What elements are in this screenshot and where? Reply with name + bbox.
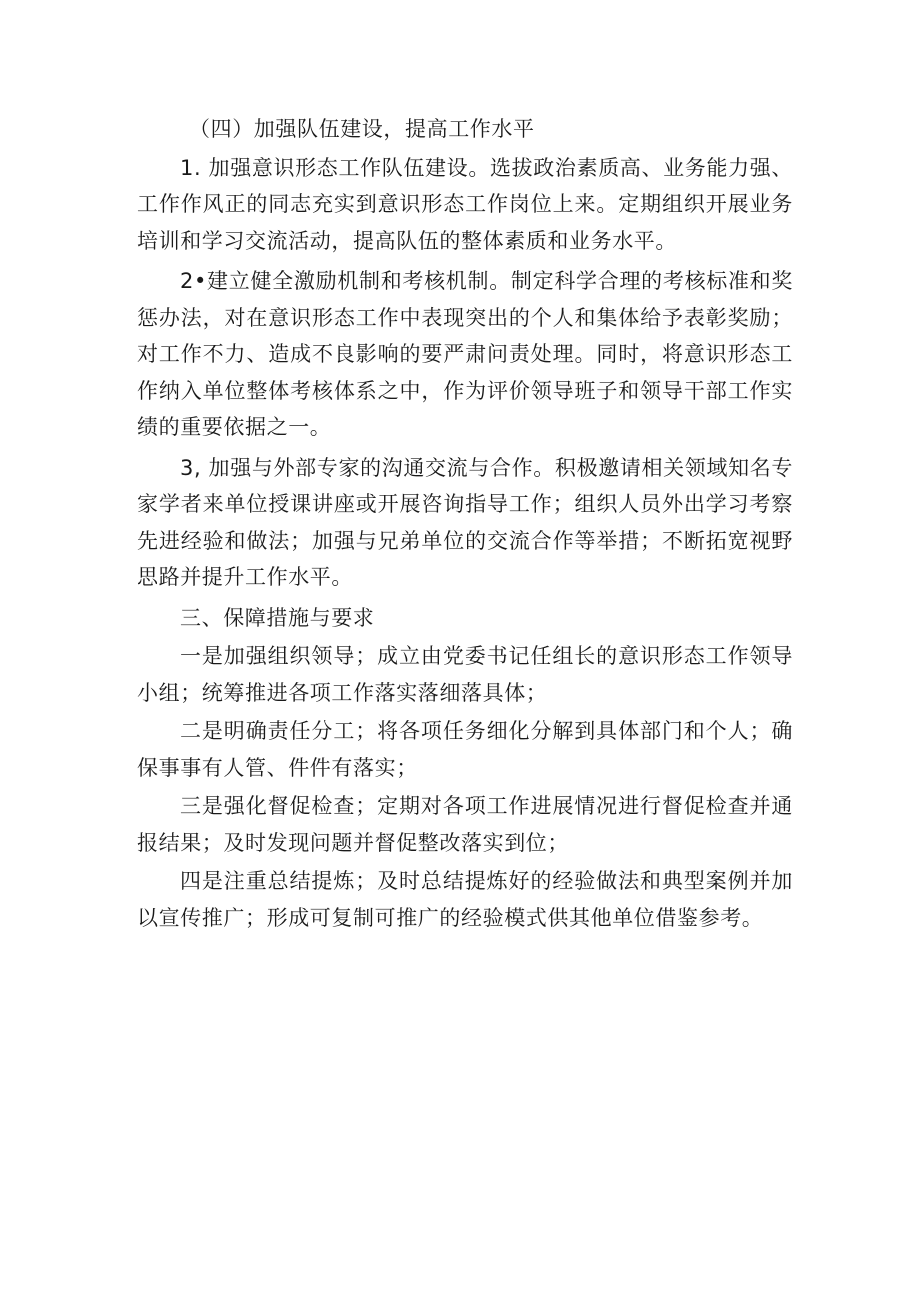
paragraph-2: 2•建立健全激励机制和考核机制。制定科学合理的考核标准和奖惩办法，对在意识形态工作中表现突出的个人和集体给予表彰奖励；对工作不力、造成不良影响的要严肃问责处理。同时，将意识形态工作纳入单位整体考核体系之中，作为评价领导班子和领导干部工作实绩的重要依据之一。 — [137, 269, 793, 439]
document-page — [137, 111, 793, 936]
measure-1: 一是加强组织领导；成立由党委书记任组长的意识形态工作领导小组；统筹推进各项工作落实落细落具体； — [137, 644, 793, 705]
paragraph-3: 3, 加强与外部专家的沟通交流与合作。积极邀请相关领域知名专家学者来单位授课讲座或开展咨询指导工作；组织人员外出学习考察先进经验和做法；加强与兄弟单位的交流合作等举措；不断拓宽视野思路并提升工作水平。 — [137, 455, 793, 589]
section-heading-three: 三、保障措施与要求 — [180, 605, 375, 630]
measure-4: 四是注重总结提炼；及时总结提炼好的经验做法和典型案例并加以宣传推广；形成可复制可推广的经验模式供其他单位借鉴参考。 — [137, 869, 793, 930]
measure-2: 二是明确责任分工；将各项任务细化分解到具体部门和个人；确保事事有人管、件件有落实； — [137, 719, 793, 780]
section-heading-four: （四）加强队伍建设，提高工作水平 — [189, 117, 535, 141]
measure-3: 三是强化督促检查；定期对各项工作进展情况进行督促检查并通报结果；及时发现问题并督促整改落实到位； — [137, 794, 793, 855]
paragraph-1: 1. 加强意识形态工作队伍建设。选拔政治素质高、业务能力强、工作作风正的同志充实到意识形态工作岗位上来。定期组织开展业务培训和学习交流活动，提高队伍的整体素质和业务水平。 — [137, 155, 793, 253]
